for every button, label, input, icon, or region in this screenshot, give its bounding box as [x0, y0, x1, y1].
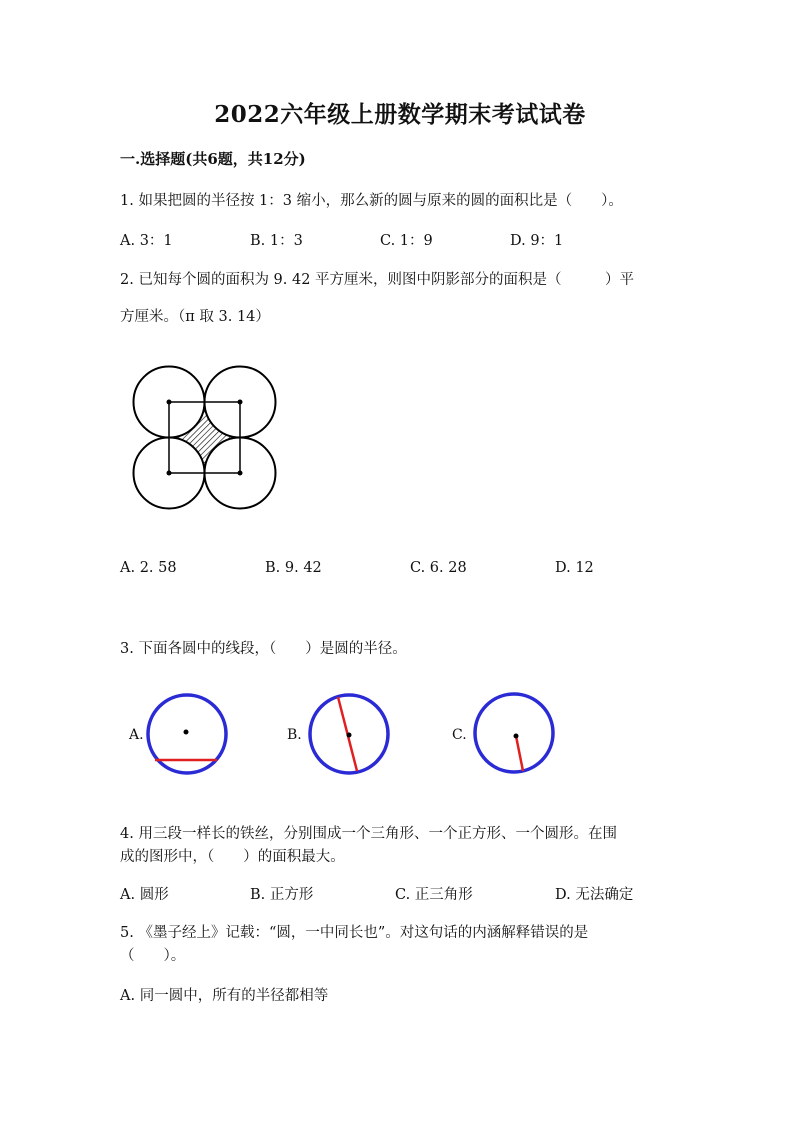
q3-figure-label-c: C.: [452, 727, 467, 743]
q2-option-b: B. 9. 42: [265, 560, 322, 576]
center-dot-a: [184, 730, 189, 735]
question-4-line-2: 成的图形中，（ ）的面积最大。: [120, 849, 345, 865]
q3-figure-label-b: B.: [287, 727, 302, 743]
q3-figure-c: [470, 692, 560, 782]
question-4-line-1: 4. 用三段一样长的铁丝，分别围成一个三角形、一个正方形、一个圆形。在围: [120, 826, 617, 842]
question-3-text: 3. 下面各圆中的线段，（ ）是圆的半径。: [120, 641, 407, 657]
q3-figure-a: [145, 692, 235, 782]
q3-figure-b: [305, 692, 395, 782]
q1-option-c: C. 1：9: [380, 233, 433, 249]
q1-option-a: A. 3：1: [120, 233, 173, 249]
question-2-line-2: 方厘米。（π 取 3. 14）: [120, 309, 270, 325]
question-1-text: 1. 如果把圆的半径按 1：3 缩小，那么新的圆与原来的圆的面积比是（ ）。: [120, 193, 623, 209]
q4-option-a: A. 圆形: [120, 887, 169, 903]
q3-figure-label-a: A.: [129, 727, 144, 743]
shaded-region: [169, 402, 240, 473]
question-5-line-2: （ ）。: [120, 948, 186, 964]
q5-option-a: A. 同一圆中，所有的半径都相等: [120, 988, 329, 1004]
section-heading: 一.选择题(共6题，共12分): [120, 150, 306, 168]
four-circles-figure: [125, 355, 285, 515]
question-2-line-1: 2. 已知每个圆的面积为 9. 42 平方厘米，则图中阴影部分的面积是（ ）平: [120, 272, 635, 288]
circle-c: [475, 694, 553, 772]
radius-c: [516, 736, 523, 771]
q2-option-a: A. 2. 58: [120, 560, 177, 576]
q1-option-b: B. 1：3: [250, 233, 303, 249]
q4-option-d: D. 无法确定: [555, 887, 634, 903]
q1-option-d: D. 9：1: [510, 233, 564, 249]
q2-option-d: D. 12: [555, 560, 594, 576]
page-title: 2022六年级上册数学期末考试试卷: [214, 101, 586, 128]
center-dot-c: [514, 734, 519, 739]
center-dot-b: [347, 733, 352, 738]
q4-option-c: C. 正三角形: [395, 887, 473, 903]
q4-option-b: B. 正方形: [250, 887, 314, 903]
q2-option-c: C. 6. 28: [410, 560, 467, 576]
question-5-line-1: 5. 《墨子经上》记载：“圆，一中同长也”。对这句话的内涵解释错误的是: [120, 925, 589, 941]
